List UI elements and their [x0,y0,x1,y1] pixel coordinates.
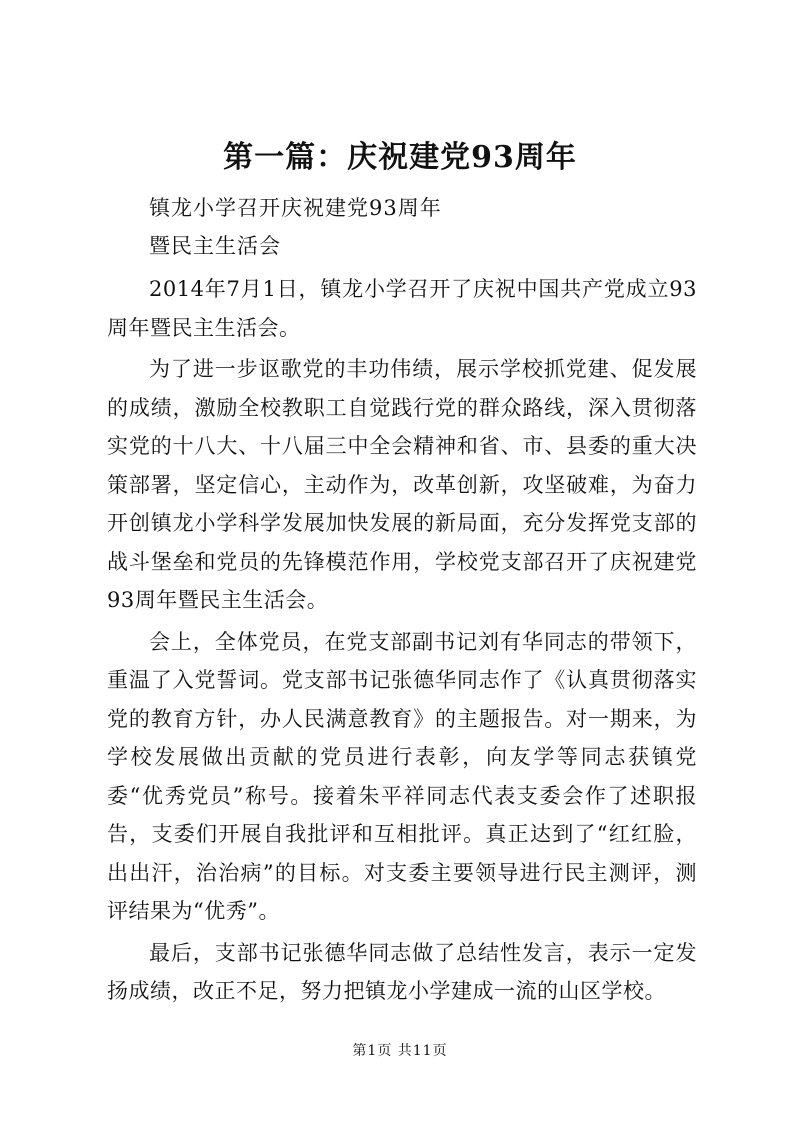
subtitle-line-1: 镇龙小学召开庆祝建党93周年 [149,196,442,220]
paragraph-2: 为了进一步讴歌党的丰功伟绩，展示学校抓党建、促发展的成绩，激励全校教职工自觉践行党的群众路线，深入贯彻落实党的十八大、十八届三中全会精神和省、市、县委的重大决策部署，坚定信心，主动作为，改革创新，攻坚破难，为奋力开创镇龙小学科学发展加快发展的新局面，充分发挥党支部的战斗堡垒和党员的先锋模范作用，学校党支部召开了庆祝建党93周年暨民主生活会。 [107,357,697,612]
document-title: 第一篇：庆祝建党93周年 [223,140,577,175]
document-body [107,270,697,1014]
paragraph-3: 会上，全体党员，在党支部副书记刘有华同志的带领下，重温了入党誓词。党支部书记张德华同志作了《认真贯彻落实党的教育方针，办人民满意教育》的主题报告。对一期来，为学校发展做出贡献的党员进行表彰，向友学等同志获镇党委“优秀党员”称号。接着朱平祥同志代表支委会作了述职报告，支委们开展自我批评和互相批评。真正达到了“红红脸，出出汗，治治病”的目标。对支委主要领导进行民主测评，测评结果为“优秀”。 [107,629,697,923]
page-number-footer: 第1页 共11页 [352,1043,448,1059]
paragraph-1: 2014年7月1日，镇龙小学召开了庆祝中国共产党成立93周年暨民主生活会。 [107,277,697,340]
paragraph-4: 最后，支部书记张德华同志做了总结性发言，表示一定发扬成绩，改正不足，努力把镇龙小学建成一流的山区学校。 [107,940,697,1003]
subtitle-line-2: 暨民主生活会 [149,234,281,258]
